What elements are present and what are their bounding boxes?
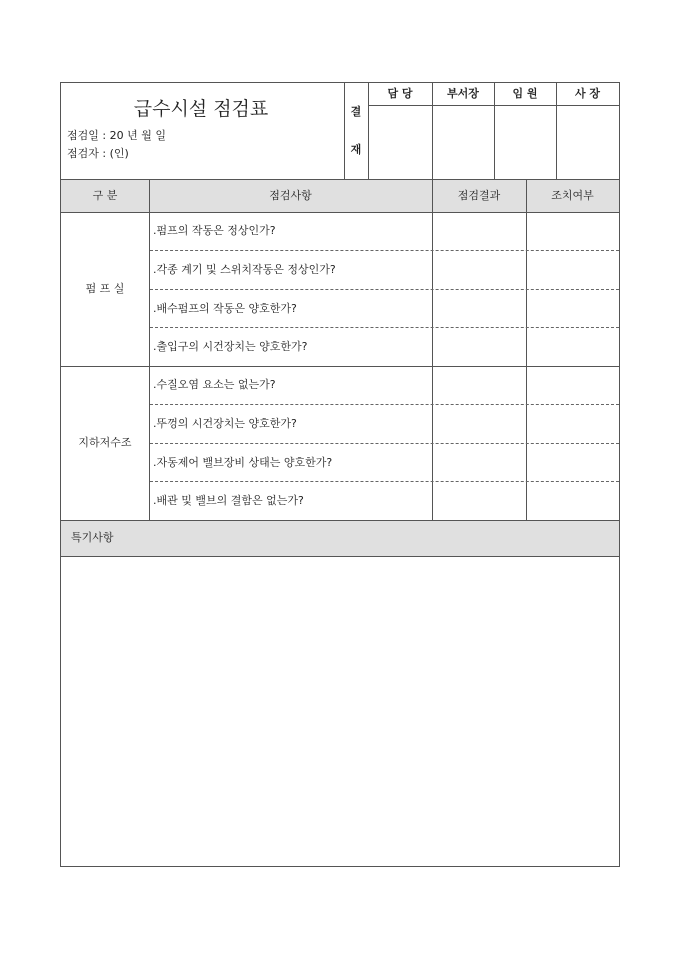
result-cell[interactable] — [433, 405, 525, 442]
result-cell[interactable] — [433, 482, 525, 519]
header-result: 점검결과 — [457, 189, 501, 202]
signature-box-manager[interactable] — [433, 106, 493, 178]
action-cell[interactable] — [527, 405, 618, 442]
remarks-area[interactable] — [62, 557, 618, 865]
signature-box-executive[interactable] — [495, 106, 555, 178]
inspect-date: 점검일 : 20 년 월 일 — [67, 129, 166, 142]
approval-label-bottom: 재 — [350, 143, 362, 156]
header-check-item: 점검사항 — [269, 189, 312, 202]
check-item: .자동제어 밸브장비 상태는 양호한가? — [153, 456, 333, 469]
action-cell[interactable] — [527, 290, 618, 326]
check-item: .수질오염 요소는 없는가? — [153, 378, 276, 391]
signature-box-president[interactable] — [557, 106, 618, 178]
check-item: .배수펌프의 작동은 양호한가? — [153, 302, 297, 315]
remarks-label: 특기사항 — [71, 531, 114, 544]
header-category: 구 분 — [92, 189, 118, 202]
approval-role-manager: 부서장 — [447, 87, 479, 100]
result-cell[interactable] — [433, 213, 525, 249]
remarks-header-band — [61, 520, 619, 556]
result-cell[interactable] — [433, 290, 525, 326]
section-underground-tank: 지하저수조 — [78, 436, 132, 449]
approval-role-executive: 임 원 — [512, 87, 538, 100]
approval-label-top: 결 — [350, 105, 362, 118]
action-cell[interactable] — [527, 367, 618, 403]
approval-role-president: 사 장 — [574, 87, 601, 100]
signature-box-staff[interactable] — [369, 106, 431, 178]
inspector: 점검자 : (인) — [67, 147, 129, 160]
check-item: .배관 및 밸브의 결함은 없는가? — [153, 494, 304, 507]
inspection-form — [60, 82, 620, 867]
result-cell[interactable] — [433, 251, 525, 288]
check-item: .각종 계기 및 스위치작동은 정상인가? — [153, 263, 336, 276]
action-cell[interactable] — [527, 328, 618, 365]
action-cell[interactable] — [527, 482, 618, 519]
check-item: .펌프의 작동은 정상인가? — [153, 224, 276, 237]
section-pump-room: 펌 프 실 — [85, 282, 125, 295]
action-cell[interactable] — [527, 213, 618, 249]
action-cell[interactable] — [527, 444, 618, 480]
result-cell[interactable] — [433, 328, 525, 365]
result-cell[interactable] — [433, 367, 525, 403]
check-item: .출입구의 시건장치는 양호한가? — [153, 340, 308, 353]
action-cell[interactable] — [527, 251, 618, 288]
header-action: 조치여부 — [551, 189, 594, 202]
check-item: .뚜껑의 시건장치는 양호한가? — [153, 417, 297, 430]
form-title: 급수시설 점검표 — [133, 98, 269, 120]
result-cell[interactable] — [433, 444, 525, 480]
approval-role-staff: 담 당 — [387, 87, 413, 100]
